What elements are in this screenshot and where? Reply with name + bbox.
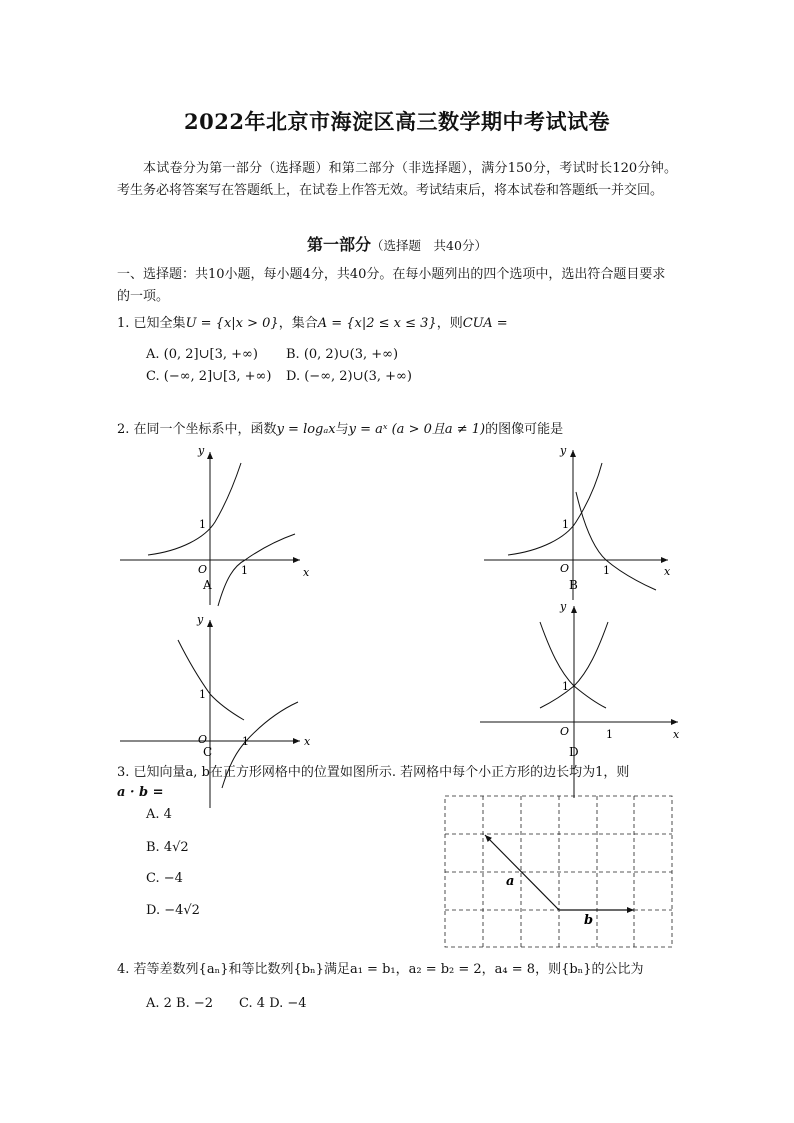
option-b: B. 4√2 bbox=[146, 840, 189, 855]
math-exp-function: y = aˣ (a > 0且a ≠ 1) bbox=[348, 422, 486, 437]
tick-label-one: 1 bbox=[562, 518, 569, 531]
x-axis-label: x bbox=[304, 735, 311, 748]
option-c: C. (−∞, 2]∪[3, +∞) bbox=[146, 369, 272, 384]
question-text: 已知向量a, b在正方形网格中的位置如图所示. 若网格中每个小正方形的边长均为1，则 bbox=[133, 765, 630, 780]
option-label-c: C bbox=[203, 745, 213, 759]
x-axis-label: x bbox=[673, 728, 680, 741]
square-grid bbox=[445, 796, 672, 947]
question-text: 的图像可能是 bbox=[485, 422, 564, 437]
question-number: 1. bbox=[117, 316, 130, 331]
question-4-options: A. 2 B. −2 C. 4 D. −4 bbox=[146, 996, 307, 1011]
option-c: C. −4 bbox=[146, 871, 183, 886]
exponential-curve bbox=[178, 640, 244, 720]
graph-option-a bbox=[120, 444, 310, 606]
math-set-u: U = {x|x > 0} bbox=[185, 316, 279, 331]
tick-label-one: 1 bbox=[603, 564, 610, 577]
origin-label: O bbox=[198, 563, 208, 576]
origin-label: O bbox=[560, 725, 570, 738]
option-label-d: D bbox=[569, 745, 579, 759]
part-one-title: 第一部分 bbox=[307, 235, 372, 254]
logarithm-curve bbox=[576, 492, 656, 590]
question-text: 若等差数列{aₙ}和等比数列{bₙ}满足a₁ = b₁，a₂ = b₂ = 2，a₄ = 8，则{bₙ}的公比为 bbox=[133, 962, 644, 977]
tick-label-one: 1 bbox=[562, 680, 569, 693]
vector-a-label: a bbox=[506, 874, 515, 889]
exponential-curve bbox=[508, 463, 602, 555]
origin-label: O bbox=[560, 562, 570, 575]
page-title: 2022年北京市海淀区高三数学期中考试试卷 bbox=[184, 109, 610, 134]
x-axis-label: x bbox=[303, 566, 310, 579]
vector-grid-figure bbox=[445, 796, 672, 947]
tick-label-one: 1 bbox=[199, 688, 206, 701]
option-label-a: A bbox=[203, 578, 212, 592]
vector-a-arrow bbox=[485, 835, 559, 910]
graph-option-b bbox=[484, 444, 671, 600]
question-number: 2. bbox=[117, 422, 130, 437]
exam-instructions: 本试卷分为第一部分（选择题）和第二部分（非选择题），满分150分，考试时长120分钟。考生务必将答案写在答题纸上，在试卷上作答无效。考试结束后，将本试卷和答题纸一并交回。 bbox=[117, 161, 677, 198]
x-axis-label: x bbox=[664, 565, 671, 578]
question-text: 已知全集 bbox=[133, 316, 186, 331]
tick-label-one: 1 bbox=[199, 518, 206, 531]
part-one-note: （选择题 共40分） bbox=[371, 238, 487, 253]
option-b: B. (0, 2)∪(3, +∞) bbox=[286, 347, 399, 362]
tick-label-one: 1 bbox=[242, 735, 249, 748]
option-d: D. −4√2 bbox=[146, 903, 200, 918]
question-3-stem bbox=[117, 763, 629, 783]
y-axis-label: y bbox=[560, 600, 567, 613]
tick-label-one: 1 bbox=[241, 564, 248, 577]
option-d: D. (−∞, 2)∪(3, +∞) bbox=[286, 369, 412, 384]
question-text: ，则 bbox=[436, 316, 463, 331]
question-number: 3. bbox=[117, 765, 130, 780]
section-one-instructions: 一、选择题：共10小题，每小题4分，共40分。在每小题列出的四个选项中，选出符合题目要求的一项。 bbox=[117, 267, 666, 304]
decreasing-exponential-curve bbox=[540, 622, 606, 708]
vector-b-label: b bbox=[584, 913, 594, 928]
question-text: ，集合 bbox=[278, 316, 318, 331]
option-a: A. (0, 2]∪[3, +∞) bbox=[146, 347, 258, 362]
question-text: 在同一个坐标系中，函数 bbox=[133, 422, 277, 437]
math-set-a: A = {x|2 ≤ x ≤ 3} bbox=[317, 316, 437, 331]
tick-label-one: 1 bbox=[606, 728, 613, 741]
math-log-function: y = logₐx bbox=[276, 422, 336, 437]
y-axis-label: y bbox=[560, 444, 567, 457]
y-axis-label: y bbox=[197, 613, 204, 626]
option-label-b: B bbox=[569, 578, 578, 592]
logarithm-curve bbox=[218, 534, 295, 606]
y-axis-label: y bbox=[198, 444, 205, 457]
math-complement: CUA = bbox=[462, 316, 508, 331]
option-a: A. 4 bbox=[146, 807, 172, 822]
question-3-expression: a · b = bbox=[117, 785, 164, 800]
exponential-curve bbox=[148, 463, 241, 555]
question-text: 与 bbox=[335, 422, 349, 437]
origin-label: O bbox=[198, 733, 208, 746]
question-number: 4. bbox=[117, 962, 130, 977]
question-4-stem bbox=[117, 960, 644, 980]
